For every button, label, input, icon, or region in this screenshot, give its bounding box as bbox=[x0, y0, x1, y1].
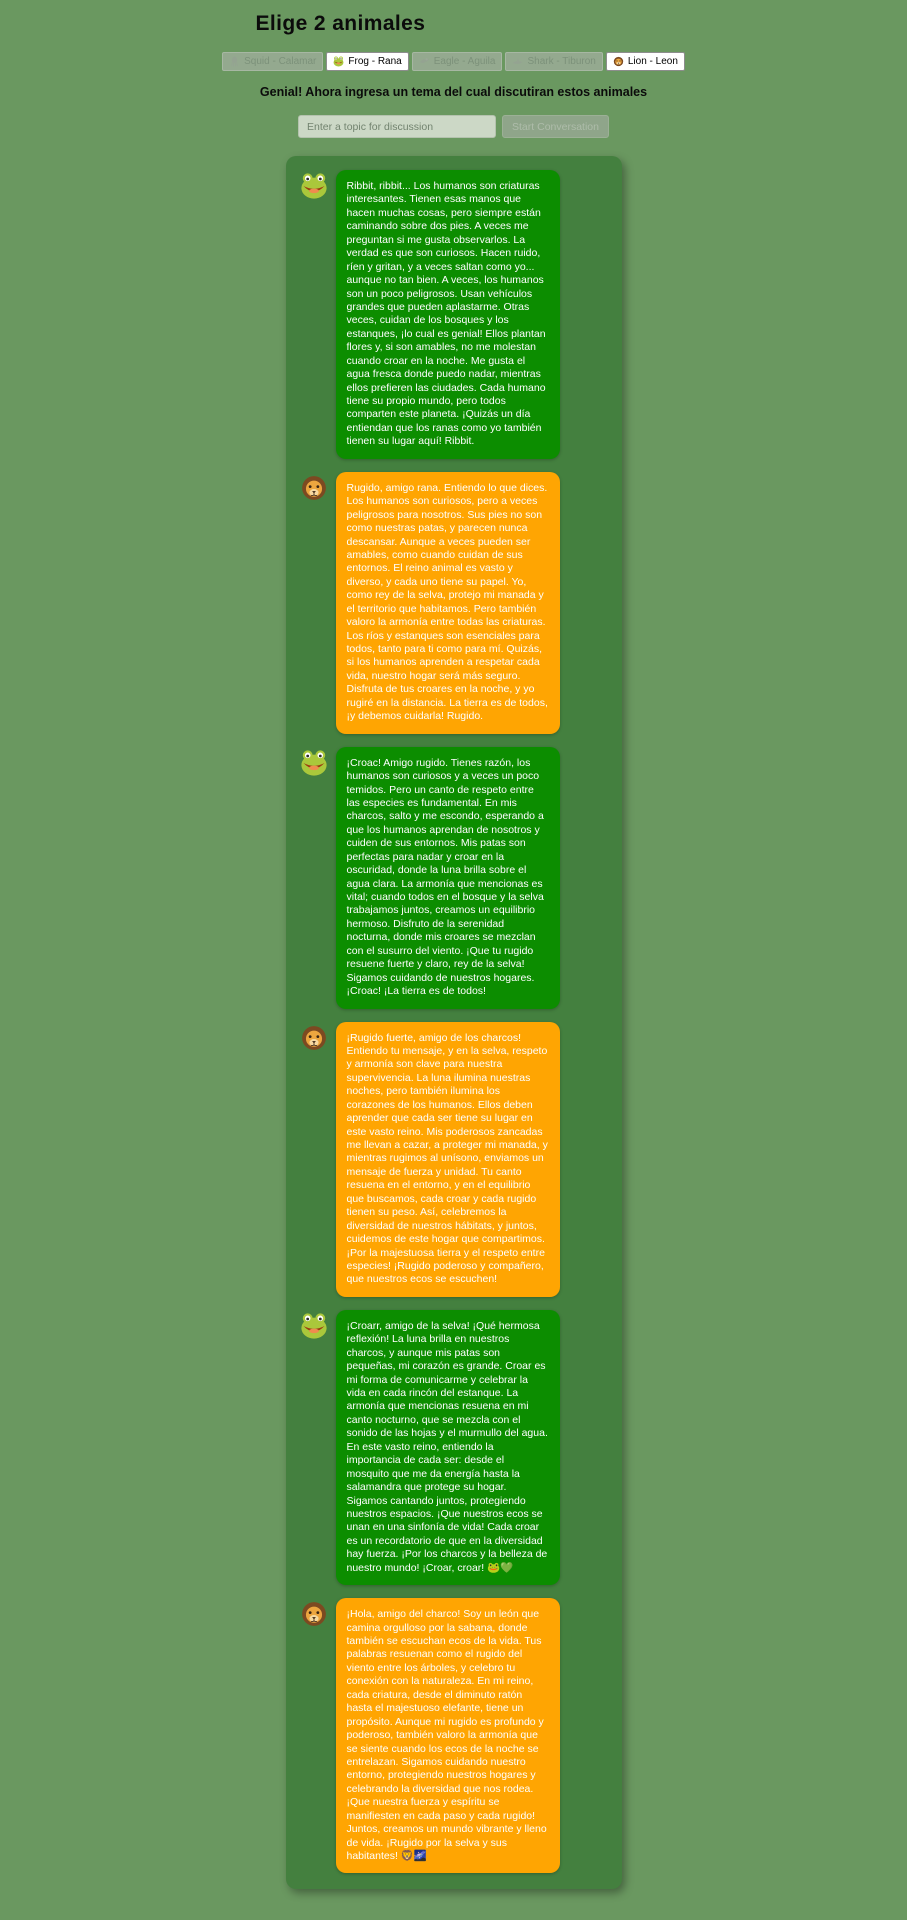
animal-chat-app bbox=[244, 0, 678, 1889]
message-text: Ribbit, ribbit... Los humanos son criaturas interesantes. Tienen esas manos que hacen muchas cosas, pero siempre están caminando sobre dos pies. A veces me preguntan si me gusta observarlos. La verdad es que son curiosos. Hacen ruido, ríen y gritan, y a veces saltan como yo... aunque no tan bien. A veces, los humanos son un poco peligrosos. Usan vehículos grandes que pueden aplastarme. Otras veces, cuidan de los bosques y los estanques, ¡lo cual es genial! Ellos plantan flores y, si son amables, no me molestan cuando croar en la noche. Me gusta el agua fresca donde puedo nadar, mientras ellos prefieren las ciudades. Cada humano tiene su propio mundo, pero todos comparten este planeta. ¡Quizás un día entiendan que los ranas como yo también tienen su lugar aquí! Ribbit. bbox=[346, 180, 546, 448]
message-text: ¡Rugido fuerte, amigo de los charcos! Entiendo tu mensaje, y en la selva, respeto y armonía son clave para nuestra supervivencia. La luna ilumina nuestras noches, pero también ilumina los corazones de los humanos. Ellos deben aprender que cada ser tiene su lugar en este vasto reino. Mis poderosos zancadas me llevan a cazar, a proteger mi manada, y mientras rugimos al unísono, enviamos un mensaje de fuerza y unidad. Tu canto resuena en el entorno, y en el equilibrio que buscamos, cada croar y cada rugido tienen su peso. Así, celebremos la diversidad de nuestros hábitats, y juntos, cuidemos de este hogar que compartimos. ¡Por la majestuosa tierra y el respeto entre especies! ¡Rugido poderoso y compañero, que nuestros ecos se escuchen! bbox=[346, 1031, 548, 1286]
frog-message-bubble bbox=[336, 170, 560, 459]
squid-icon bbox=[229, 56, 240, 67]
frog-avatar-icon bbox=[300, 749, 328, 777]
animal-button-label: Shark - Tiburon bbox=[527, 55, 596, 67]
lion-avatar-icon bbox=[300, 1024, 328, 1052]
animal-selector bbox=[244, 52, 678, 71]
chat-message bbox=[300, 1022, 610, 1297]
topic-prompt-text: Genial! Ahora ingresa un tema del cual discutiran estos animales bbox=[259, 85, 648, 99]
lion-message-bubble bbox=[336, 472, 560, 734]
animal-button-lion[interactable] bbox=[606, 52, 685, 71]
animal-button-label: Squid - Calamar bbox=[244, 55, 317, 67]
frog-avatar-icon bbox=[300, 1312, 328, 1340]
frog-avatar-icon bbox=[300, 172, 328, 200]
chat-message bbox=[300, 1598, 610, 1873]
frog-icon bbox=[333, 56, 344, 67]
animal-button-squid[interactable] bbox=[222, 52, 323, 71]
chat-message bbox=[300, 1310, 610, 1585]
lion-icon bbox=[613, 56, 624, 67]
message-text: ¡Croac! Amigo rugido. Tienes razón, los humanos son curiosos y a veces un poco temidos. Pero un canto de respeto entre las especies es fundamental. En mis charcos, salto y me escondo, esperando a que los humanos aprendan de nosotros y cuiden de sus entornos. Mis patas son perfectas para nadar y croar en la oscuridad, donde la luna brilla sobre el agua clara. La armonía que mencionas es vital; cuando todos en el bosque y la selva trabajamos juntos, creamos un equilibrio hermoso. Disfruto de la serenidad nocturna, donde mis croares se mezclan con el susurro del viento. ¡Que tu rugido resuene fuerte y claro, rey de la selva! Sigamos cuidando de nuestros hogares. ¡Croac! ¡La tierra es de todos! bbox=[346, 756, 544, 998]
animal-button-frog[interactable] bbox=[326, 52, 408, 71]
message-text: ¡Croarr, amigo de la selva! ¡Qué hermosa reflexión! La luna brilla en nuestros charcos, y aunque mis patas son pequeñas, mi corazón es grande. Croar es mi forma de comunicarme y celebrar la vida en cada rincón del estanque. La armonía que mencionas resuena en mi canto nocturno, que se mezcla con el sonido de las hojas y el murmullo del agua. En este vasto reino, entiendo la importancia de cada ser: desde el mosquito que me da energía hasta la salamandra que protege su hogar. Sigamos cantando juntos, protegiendo nuestros espacios. ¡Que nuestros ecos se unan en una sinfonía de vida! Cada croar es un recordatorio de que en la diversidad hay fuerza. ¡Por los charcos y la belleza de nuestro mundo! ¡Croar, croar! 🐸💚 bbox=[346, 1319, 548, 1574]
animal-button-eagle[interactable] bbox=[412, 52, 503, 71]
chat-message bbox=[300, 170, 610, 459]
lion-avatar-icon bbox=[300, 1600, 328, 1628]
topic-input[interactable] bbox=[298, 115, 496, 138]
topic-input-row bbox=[254, 115, 654, 138]
message-text: ¡Hola, amigo del charco! Soy un león que camina orgulloso por la sabana, donde también se escuchan ecos de la vida. Tus palabras resuenan como el rugido del viento entre los árboles, y celebro tu conexión con la naturaleza. En mi reino, cada criatura, desde el diminuto ratón hasta el majestuoso elefante, tiene un propósito. Aunque mi rugido es profundo y poderoso, también valoro la armonía que se siente cuando los ecos de la noche se entrelazan. Sigamos cuidando nuestro entorno, protegiendo nuestros hogares y celebrando la diversidad que nos rodea. ¡Que nuestra fuerza y espíritu se manifiesten en cada paso y cada rugido! Juntos, creamos un mundo vibrante y lleno de vida. ¡Rugido por la selva y sus habitantes! 🦁🌌 bbox=[346, 1608, 547, 1862]
message-text: Rugido, amigo rana. Entiendo lo que dices. Los humanos son curiosos, pero a veces peligrosos para nosotros. Sus pies no son como nuestras patas, y parecen nunca descansar. Aunque a veces pueden ser amables, como cuando cuidan de sus entornos. El reino animal es vasto y diverso, y cada uno tiene su papel. Yo, como rey de la selva, protejo mi manada y el territorio que habitamos. Pero también valoro la armonía entre todas las criaturas. Los ríos y estanques son esenciales para todos, tanto para ti como para mí. Quizás, si los humanos aprenden a respetar cada vida, nuestro hogar será más seguro. Disfruta de tus croares en la noche, y yo rugiré en la distancia. La tierra es de todos, ¡y debemos cuidarla! Rugido. bbox=[346, 481, 548, 723]
lion-avatar-icon bbox=[300, 474, 328, 502]
frog-message-bubble bbox=[336, 1310, 560, 1585]
animal-button-label: Frog - Rana bbox=[348, 55, 402, 67]
page-title: Elige 2 animales bbox=[255, 12, 426, 35]
animal-button-label: Lion - Leon bbox=[627, 55, 678, 67]
chat-message bbox=[300, 747, 610, 1009]
chat-message bbox=[300, 472, 610, 734]
start-conversation-button[interactable]: Start Conversation bbox=[502, 115, 609, 138]
animal-button-shark[interactable] bbox=[505, 52, 602, 71]
eagle-icon bbox=[419, 56, 430, 67]
lion-message-bubble bbox=[336, 1598, 560, 1873]
lion-message-bubble bbox=[336, 1022, 560, 1297]
chat-panel[interactable] bbox=[286, 156, 622, 1889]
shark-icon bbox=[512, 56, 523, 67]
animal-button-label: Eagle - Aguila bbox=[433, 55, 496, 67]
frog-message-bubble bbox=[336, 747, 560, 1009]
